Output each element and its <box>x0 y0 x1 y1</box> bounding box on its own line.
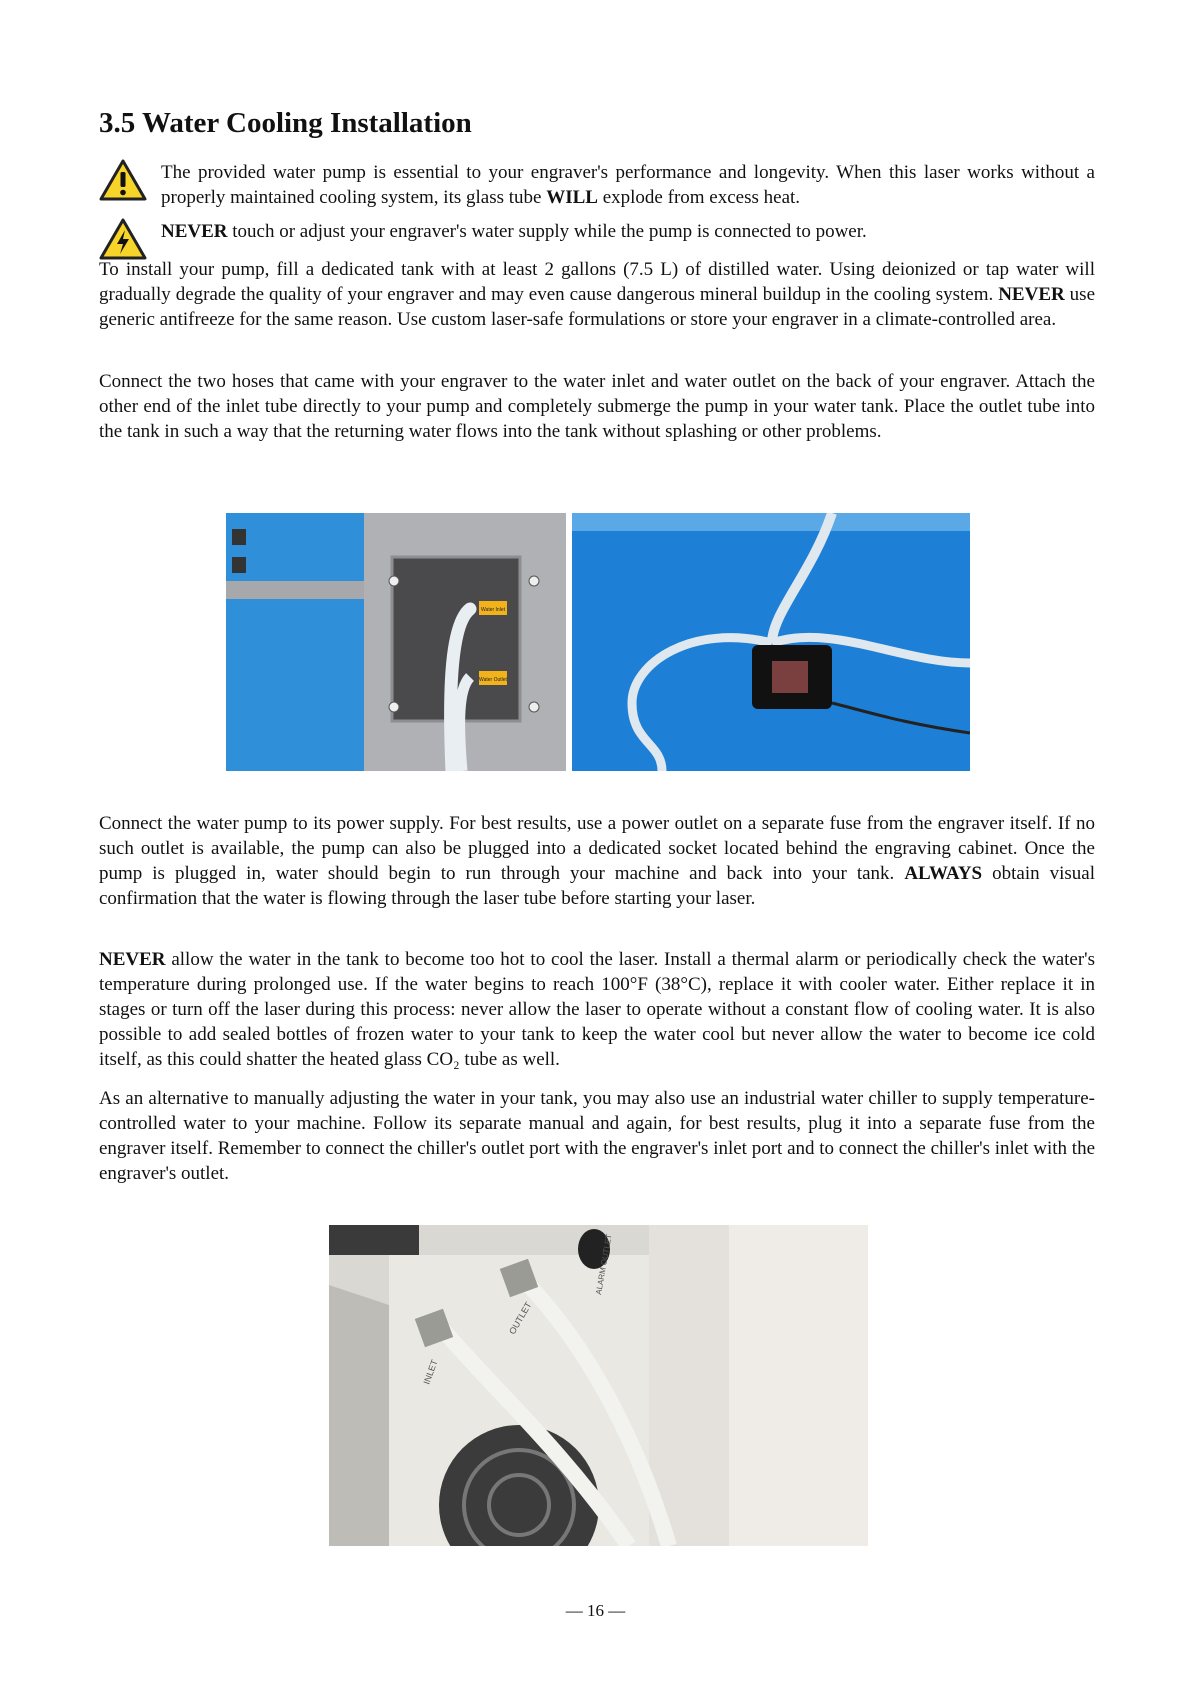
chiller-outlet-label: OUTLET <box>507 1300 534 1336</box>
warning-heat <box>99 160 1095 210</box>
warning-electric <box>99 219 1095 261</box>
chiller-inlet-label: INLET <box>421 1358 440 1386</box>
pump-in-tank-photo <box>572 513 970 771</box>
water-outlet-label: Water Outlet <box>479 677 507 683</box>
page-number: — 16 — <box>565 1601 626 1620</box>
paragraph-power-supply: Connect the water pump to its power supply. For best results, use a power outlet on a separate fuse from the engraver itself. If no such outlet is available, the pump can also be plugged into a dedicated socket located behind the engraving cabinet. Once the pump is plugged in, water should begin to run through your machine and back into your tank. ALWAYS obtain visual confirmation that the water is flowing through the laser tube before starting your laser. <box>99 813 1095 909</box>
electric-hazard-icon <box>99 217 147 261</box>
paragraph-connect-hoses: Connect the two hoses that came with your engraver to the water inlet and water outlet on the back of your engraver. Attach the other end of the inlet tube directly to your pump and completely submerge the pump in your water tank. Place the outlet tube into the tank in such a way that the returning water flows into the tank without splashing or other problems. <box>99 371 1095 442</box>
page-title: 3.5 Water Cooling Installation <box>99 107 472 139</box>
chiller-alarm-label: ALARM OUTLET <box>594 1233 614 1296</box>
warning-heat-text: The provided water pump is essential to your engraver's performance and longevity. When this laser works without a properly maintained cooling system, its glass tube WILL explode from excess heat. <box>161 162 1095 208</box>
paragraph-water-chiller: As an alternative to manually adjusting the water in your tank, you may also use an industrial water chiller to supply temperature-controlled water to your machine. Follow its separate manual and again, for best results, plug it into a separate fuse from the engraver itself. Remember to connect the chiller's outlet port with the engraver's inlet port and to connect the chiller's inlet with the engraver's outlet. <box>99 1088 1095 1184</box>
warning-electric-text: NEVER touch or adjust your engraver's water supply while the pump is connected to power. <box>161 221 867 242</box>
water-chiller-photo <box>329 1225 868 1546</box>
water-inlet-label: Water Inlet <box>481 607 505 613</box>
paragraph-water-temperature: NEVER allow the water in the tank to become too hot to cool the laser. Install a thermal alarm or periodically check the water's temperature during prolonged use. If the water begins to reach 100°F (38°C), replace it with cooler water. Either replace it in stages or turn off the laser during this process: never allow the laser to operate without a constant flow of cooling water. It is also possible to add sealed bottles of frozen water to your tank to keep the water cool but never allow the water to become ice cold itself, as this could shatter the heated glass CO₂ tube as well. <box>99 949 1095 1070</box>
paragraph-fill-tank: To install your pump, fill a dedicated tank with at least 2 gallons (7.5 L) of distilled water. Using deionized or tap water will gradually degrade the quality of your engraver and may even cause dangerous mineral buildup in the cooling system. NEVER use generic antifreeze for the same reason. Use custom laser-safe formulations or store your engraver in a climate-controlled area. <box>99 259 1096 330</box>
engraver-back-panel-photo <box>226 513 566 771</box>
exclamation-warning-icon <box>99 158 147 202</box>
